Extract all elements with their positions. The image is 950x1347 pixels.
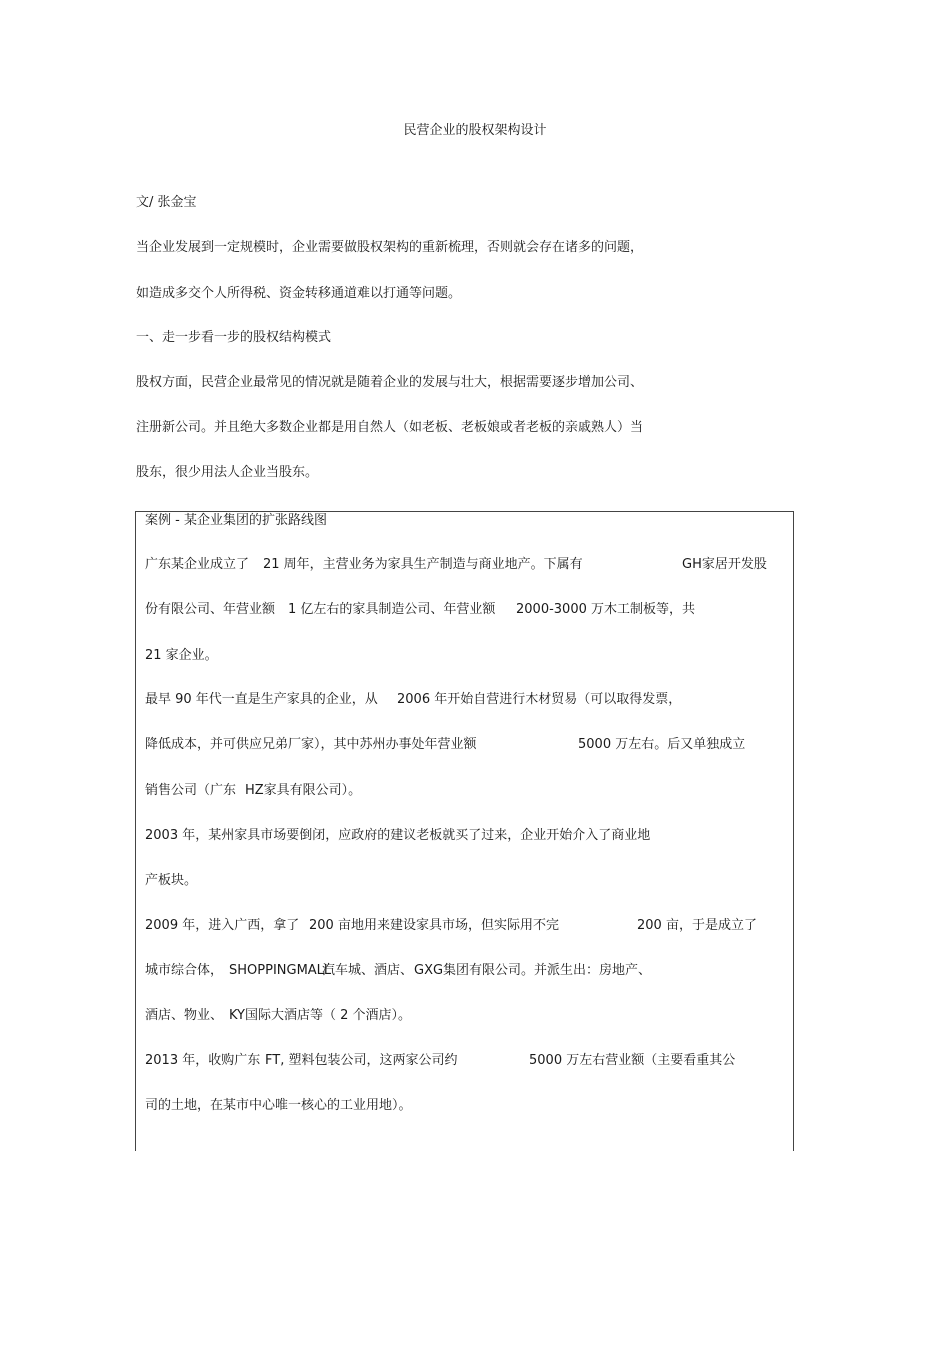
case-text: 5000 万左右营业额（主要看重其公 <box>529 1053 736 1068</box>
case-text: 广东某企业成立了 <box>145 557 250 572</box>
case-text: 21 家企业。 <box>145 648 218 663</box>
case-text: 降低成本，并可供应兄弟厂家），其中苏州办事处年营业额 <box>145 737 477 752</box>
document-title: 民营企业的股权架构设计 <box>403 123 547 138</box>
section-body-line-3: 股东，很少用法人企业当股东。 <box>136 465 319 480</box>
case-text: 200 亩地用来建设家具市场，但实际用不完 <box>309 918 559 933</box>
case-text: 2006 年开始自营进行木材贸易（可以取得发票， <box>397 692 682 707</box>
case-text: 份有限公司、年营业额 <box>145 602 276 617</box>
section-body-line-2: 注册新公司。并且绝大多数企业都是用自然人（如老板、老板娘或者老板的亲戚熟人）当 <box>136 420 644 435</box>
case-text: 200 亩，于是成立了 <box>637 918 757 933</box>
case-text: HZ家具有限公司）。 <box>245 783 362 798</box>
case-text: 城市综合体， <box>145 963 224 978</box>
case-text: FT, 塑料包装公司，这两家公司约 <box>265 1053 458 1068</box>
section-body-line-1: 股权方面，民营企业最常见的情况就是随着企业的发展与壮大，根据需要逐步增加公司、 <box>136 375 644 390</box>
case-text: 产板块。 <box>145 873 198 888</box>
case-heading: 案例 - 某企业集团的扩张路线图 <box>145 513 327 528</box>
case-text: GXG集团有限公司。并派生出：房地产、 <box>414 963 652 978</box>
intro-line-2: 如造成多交个人所得税、资金转移通道难以打通等问题。 <box>136 286 462 301</box>
case-text: 2009 年，进入广西，拿了 <box>145 918 300 933</box>
case-box <box>135 511 794 1151</box>
case-text: 5000 万左右。后又单独成立 <box>578 737 746 752</box>
case-text: 2000-3000 万木工制板等，共 <box>516 602 695 617</box>
case-text: SHOPPINGMALL <box>229 963 332 978</box>
case-text: 21 周年，主营业务为家具生产制造与商业地产。下属有 <box>263 557 583 572</box>
case-text: 销售公司（广东 <box>145 783 237 798</box>
case-text: 酒店、物业、 <box>145 1008 224 1023</box>
case-text: 最早 90 年代一直是生产家具的企业，从 <box>145 692 378 707</box>
case-text: 2013 年，收购广东 <box>145 1053 261 1068</box>
case-text: GH家居开发股 <box>682 557 767 572</box>
author-line: 文/ 张金宝 <box>136 195 197 210</box>
section-heading: 一、走一步看一步的股权结构模式 <box>136 330 332 345</box>
case-text: 汽车城、酒店、 <box>322 963 414 978</box>
case-text: 2003 年，某州家具市场要倒闭，应政府的建议老板就买了过来，企业开始介入了商业地 <box>145 828 651 843</box>
case-text: 司的土地，在某市中心唯一核心的工业用地）。 <box>145 1098 412 1113</box>
intro-line-1: 当企业发展到一定规模时，企业需要做股权架构的重新梳理，否则就会存在诸多的问题， <box>136 240 644 255</box>
case-text: 1 亿左右的家具制造公司、年营业额 <box>288 602 496 617</box>
case-text: KY国际大酒店等（ 2 个酒店）。 <box>229 1008 412 1023</box>
